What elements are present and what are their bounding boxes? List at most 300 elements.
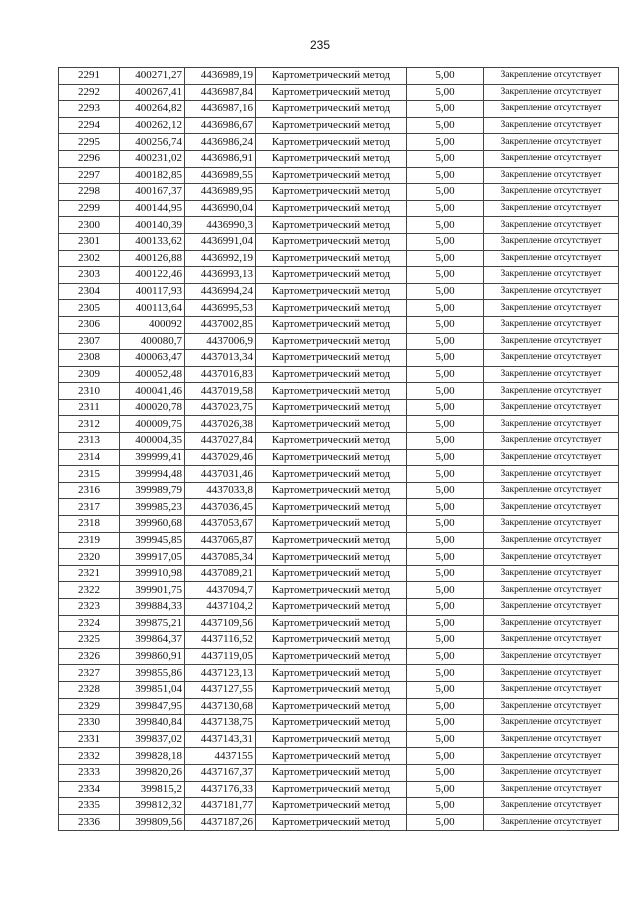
table-row <box>59 499 619 516</box>
fixation-description-cell: Закрепление отсутствует <box>484 632 619 649</box>
point-number-cell: 2313 <box>59 433 120 450</box>
point-number-cell: 2315 <box>59 466 120 483</box>
point-number-cell: 2325 <box>59 632 120 649</box>
y-coordinate-cell: 4437143,31 <box>185 731 256 748</box>
method-cell: Картометрический метод <box>256 466 407 483</box>
y-coordinate-cell: 4437023,75 <box>185 399 256 416</box>
table-row <box>59 350 619 367</box>
point-number-cell: 2316 <box>59 482 120 499</box>
point-number-cell: 2306 <box>59 316 120 333</box>
y-coordinate-cell: 4436986,91 <box>185 150 256 167</box>
fixation-description-cell: Закрепление отсутствует <box>484 715 619 732</box>
table-row <box>59 267 619 284</box>
point-number-cell: 2312 <box>59 416 120 433</box>
y-coordinate-cell: 4437026,38 <box>185 416 256 433</box>
table-row <box>59 781 619 798</box>
table-row <box>59 68 619 85</box>
fixation-description-cell: Закрепление отсутствует <box>484 267 619 284</box>
y-coordinate-cell: 4437027,84 <box>185 433 256 450</box>
point-number-cell: 2323 <box>59 599 120 616</box>
x-coordinate-cell: 400117,93 <box>120 283 185 300</box>
x-coordinate-cell: 400122,46 <box>120 267 185 284</box>
accuracy-cell: 5,00 <box>407 715 484 732</box>
accuracy-cell: 5,00 <box>407 499 484 516</box>
accuracy-cell: 5,00 <box>407 233 484 250</box>
y-coordinate-cell: 4436990,3 <box>185 217 256 234</box>
method-cell: Картометрический метод <box>256 250 407 267</box>
y-coordinate-cell: 4436986,24 <box>185 134 256 151</box>
table-row <box>59 300 619 317</box>
y-coordinate-cell: 4437127,55 <box>185 681 256 698</box>
method-cell: Картометрический метод <box>256 632 407 649</box>
table-row <box>59 681 619 698</box>
method-cell: Картометрический метод <box>256 134 407 151</box>
point-number-cell: 2296 <box>59 150 120 167</box>
point-number-cell: 2303 <box>59 267 120 284</box>
accuracy-cell: 5,00 <box>407 134 484 151</box>
x-coordinate-cell: 399999,41 <box>120 449 185 466</box>
fixation-description-cell: Закрепление отсутствует <box>484 599 619 616</box>
fixation-description-cell: Закрепление отсутствует <box>484 781 619 798</box>
method-cell: Картометрический метод <box>256 283 407 300</box>
fixation-description-cell: Закрепление отсутствует <box>484 565 619 582</box>
accuracy-cell: 5,00 <box>407 366 484 383</box>
point-number-cell: 2295 <box>59 134 120 151</box>
accuracy-cell: 5,00 <box>407 565 484 582</box>
fixation-description-cell: Закрепление отсутствует <box>484 615 619 632</box>
method-cell: Картометрический метод <box>256 681 407 698</box>
page-number: 235 <box>309 38 331 52</box>
x-coordinate-cell: 399809,56 <box>120 814 185 831</box>
method-cell: Картометрический метод <box>256 615 407 632</box>
fixation-description-cell: Закрепление отсутствует <box>484 482 619 499</box>
fixation-description-cell: Закрепление отсутствует <box>484 350 619 367</box>
table-row <box>59 283 619 300</box>
accuracy-cell: 5,00 <box>407 101 484 118</box>
table-body <box>59 68 619 831</box>
accuracy-cell: 5,00 <box>407 167 484 184</box>
accuracy-cell: 5,00 <box>407 764 484 781</box>
method-cell: Картометрический метод <box>256 233 407 250</box>
method-cell: Картометрический метод <box>256 167 407 184</box>
method-cell: Картометрический метод <box>256 798 407 815</box>
method-cell: Картометрический метод <box>256 217 407 234</box>
point-number-cell: 2310 <box>59 383 120 400</box>
fixation-description-cell: Закрепление отсутствует <box>484 316 619 333</box>
method-cell: Картометрический метод <box>256 84 407 101</box>
table-row <box>59 449 619 466</box>
y-coordinate-cell: 4437053,67 <box>185 516 256 533</box>
point-number-cell: 2322 <box>59 582 120 599</box>
table-row <box>59 516 619 533</box>
y-coordinate-cell: 4437002,85 <box>185 316 256 333</box>
fixation-description-cell: Закрепление отсутствует <box>484 814 619 831</box>
point-number-cell: 2305 <box>59 300 120 317</box>
method-cell: Картометрический метод <box>256 648 407 665</box>
fixation-description-cell: Закрепление отсутствует <box>484 101 619 118</box>
method-cell: Картометрический метод <box>256 549 407 566</box>
point-number-cell: 2293 <box>59 101 120 118</box>
fixation-description-cell: Закрепление отсутствует <box>484 300 619 317</box>
point-number-cell: 2291 <box>59 68 120 85</box>
y-coordinate-cell: 4437109,56 <box>185 615 256 632</box>
fixation-description-cell: Закрепление отсутствует <box>484 250 619 267</box>
method-cell: Картометрический метод <box>256 599 407 616</box>
x-coordinate-cell: 399994,48 <box>120 466 185 483</box>
y-coordinate-cell: 4436987,16 <box>185 101 256 118</box>
fixation-description-cell: Закрепление отсутствует <box>484 433 619 450</box>
x-coordinate-cell: 399917,05 <box>120 549 185 566</box>
table-row <box>59 715 619 732</box>
x-coordinate-cell: 400126,88 <box>120 250 185 267</box>
fixation-description-cell: Закрепление отсутствует <box>484 681 619 698</box>
y-coordinate-cell: 4437123,13 <box>185 665 256 682</box>
y-coordinate-cell: 4437029,46 <box>185 449 256 466</box>
x-coordinate-cell: 400271,27 <box>120 68 185 85</box>
method-cell: Картометрический метод <box>256 101 407 118</box>
accuracy-cell: 5,00 <box>407 449 484 466</box>
method-cell: Картометрический метод <box>256 731 407 748</box>
y-coordinate-cell: 4437065,87 <box>185 532 256 549</box>
table-row <box>59 233 619 250</box>
accuracy-cell: 5,00 <box>407 582 484 599</box>
y-coordinate-cell: 4436987,84 <box>185 84 256 101</box>
y-coordinate-cell: 4437031,46 <box>185 466 256 483</box>
method-cell: Картометрический метод <box>256 300 407 317</box>
table-row <box>59 549 619 566</box>
fixation-description-cell: Закрепление отсутствует <box>484 366 619 383</box>
point-number-cell: 2324 <box>59 615 120 632</box>
x-coordinate-cell: 399985,23 <box>120 499 185 516</box>
table-row <box>59 582 619 599</box>
method-cell: Картометрический метод <box>256 416 407 433</box>
method-cell: Картометрический метод <box>256 200 407 217</box>
accuracy-cell: 5,00 <box>407 416 484 433</box>
x-coordinate-cell: 399945,85 <box>120 532 185 549</box>
point-number-cell: 2300 <box>59 217 120 234</box>
table-row <box>59 748 619 765</box>
y-coordinate-cell: 4436993,13 <box>185 267 256 284</box>
table-row <box>59 665 619 682</box>
table-row <box>59 217 619 234</box>
table-row <box>59 134 619 151</box>
accuracy-cell: 5,00 <box>407 68 484 85</box>
method-cell: Картометрический метод <box>256 715 407 732</box>
y-coordinate-cell: 4437130,68 <box>185 698 256 715</box>
y-coordinate-cell: 4437085,34 <box>185 549 256 566</box>
method-cell: Картометрический метод <box>256 814 407 831</box>
fixation-description-cell: Закрепление отсутствует <box>484 383 619 400</box>
table-row <box>59 698 619 715</box>
y-coordinate-cell: 4437176,33 <box>185 781 256 798</box>
method-cell: Картометрический метод <box>256 482 407 499</box>
y-coordinate-cell: 4437006,9 <box>185 333 256 350</box>
point-number-cell: 2294 <box>59 117 120 134</box>
x-coordinate-cell: 400256,74 <box>120 134 185 151</box>
method-cell: Картометрический метод <box>256 333 407 350</box>
point-number-cell: 2299 <box>59 200 120 217</box>
method-cell: Картометрический метод <box>256 68 407 85</box>
table-row <box>59 101 619 118</box>
method-cell: Картометрический метод <box>256 366 407 383</box>
fixation-description-cell: Закрепление отсутствует <box>484 217 619 234</box>
accuracy-cell: 5,00 <box>407 665 484 682</box>
point-number-cell: 2311 <box>59 399 120 416</box>
accuracy-cell: 5,00 <box>407 549 484 566</box>
table-row <box>59 167 619 184</box>
table-row <box>59 482 619 499</box>
y-coordinate-cell: 4436986,67 <box>185 117 256 134</box>
y-coordinate-cell: 4436989,95 <box>185 184 256 201</box>
table-row <box>59 333 619 350</box>
table-row <box>59 731 619 748</box>
x-coordinate-cell: 400262,12 <box>120 117 185 134</box>
table-row <box>59 117 619 134</box>
accuracy-cell: 5,00 <box>407 399 484 416</box>
y-coordinate-cell: 4437036,45 <box>185 499 256 516</box>
table-row <box>59 399 619 416</box>
method-cell: Картометрический метод <box>256 565 407 582</box>
point-number-cell: 2307 <box>59 333 120 350</box>
table-row <box>59 316 619 333</box>
fixation-description-cell: Закрепление отсутствует <box>484 200 619 217</box>
point-number-cell: 2327 <box>59 665 120 682</box>
point-number-cell: 2335 <box>59 798 120 815</box>
point-number-cell: 2314 <box>59 449 120 466</box>
x-coordinate-cell: 400009,75 <box>120 416 185 433</box>
fixation-description-cell: Закрепление отсутствует <box>484 731 619 748</box>
accuracy-cell: 5,00 <box>407 482 484 499</box>
y-coordinate-cell: 4437138,75 <box>185 715 256 732</box>
point-number-cell: 2302 <box>59 250 120 267</box>
method-cell: Картометрический метод <box>256 117 407 134</box>
table-row <box>59 632 619 649</box>
y-coordinate-cell: 4436992,19 <box>185 250 256 267</box>
fixation-description-cell: Закрепление отсутствует <box>484 748 619 765</box>
accuracy-cell: 5,00 <box>407 466 484 483</box>
x-coordinate-cell: 400182,85 <box>120 167 185 184</box>
table-row <box>59 200 619 217</box>
table-row <box>59 84 619 101</box>
point-number-cell: 2334 <box>59 781 120 798</box>
method-cell: Картометрический метод <box>256 764 407 781</box>
point-number-cell: 2330 <box>59 715 120 732</box>
accuracy-cell: 5,00 <box>407 250 484 267</box>
fixation-description-cell: Закрепление отсутствует <box>484 582 619 599</box>
method-cell: Картометрический метод <box>256 316 407 333</box>
x-coordinate-cell: 400267,41 <box>120 84 185 101</box>
fixation-description-cell: Закрепление отсутствует <box>484 68 619 85</box>
y-coordinate-cell: 4437094,7 <box>185 582 256 599</box>
point-number-cell: 2321 <box>59 565 120 582</box>
method-cell: Картометрический метод <box>256 665 407 682</box>
method-cell: Картометрический метод <box>256 150 407 167</box>
y-coordinate-cell: 4437089,21 <box>185 565 256 582</box>
point-number-cell: 2336 <box>59 814 120 831</box>
x-coordinate-cell: 400041,46 <box>120 383 185 400</box>
fixation-description-cell: Закрепление отсутствует <box>484 698 619 715</box>
fixation-description-cell: Закрепление отсутствует <box>484 416 619 433</box>
point-number-cell: 2320 <box>59 549 120 566</box>
method-cell: Картометрический метод <box>256 383 407 400</box>
accuracy-cell: 5,00 <box>407 350 484 367</box>
table-row <box>59 250 619 267</box>
method-cell: Картометрический метод <box>256 748 407 765</box>
method-cell: Картометрический метод <box>256 184 407 201</box>
x-coordinate-cell: 399812,32 <box>120 798 185 815</box>
method-cell: Картометрический метод <box>256 499 407 516</box>
x-coordinate-cell: 400264,82 <box>120 101 185 118</box>
coordinates-table <box>58 67 619 831</box>
x-coordinate-cell: 399860,91 <box>120 648 185 665</box>
accuracy-cell: 5,00 <box>407 333 484 350</box>
x-coordinate-cell: 400052,48 <box>120 366 185 383</box>
x-coordinate-cell: 399828,18 <box>120 748 185 765</box>
fixation-description-cell: Закрепление отсутствует <box>484 516 619 533</box>
point-number-cell: 2331 <box>59 731 120 748</box>
y-coordinate-cell: 4437167,37 <box>185 764 256 781</box>
x-coordinate-cell: 400063,47 <box>120 350 185 367</box>
fixation-description-cell: Закрепление отсутствует <box>484 764 619 781</box>
fixation-description-cell: Закрепление отсутствует <box>484 184 619 201</box>
accuracy-cell: 5,00 <box>407 316 484 333</box>
x-coordinate-cell: 399837,02 <box>120 731 185 748</box>
x-coordinate-cell: 399815,2 <box>120 781 185 798</box>
table-row <box>59 798 619 815</box>
accuracy-cell: 5,00 <box>407 731 484 748</box>
x-coordinate-cell: 399840,84 <box>120 715 185 732</box>
table-row <box>59 764 619 781</box>
point-number-cell: 2333 <box>59 764 120 781</box>
point-number-cell: 2326 <box>59 648 120 665</box>
point-number-cell: 2318 <box>59 516 120 533</box>
accuracy-cell: 5,00 <box>407 681 484 698</box>
accuracy-cell: 5,00 <box>407 632 484 649</box>
x-coordinate-cell: 399910,98 <box>120 565 185 582</box>
point-number-cell: 2332 <box>59 748 120 765</box>
point-number-cell: 2298 <box>59 184 120 201</box>
table-row <box>59 599 619 616</box>
point-number-cell: 2301 <box>59 233 120 250</box>
table-row <box>59 466 619 483</box>
x-coordinate-cell: 400004,35 <box>120 433 185 450</box>
point-number-cell: 2329 <box>59 698 120 715</box>
fixation-description-cell: Закрепление отсутствует <box>484 150 619 167</box>
table-row <box>59 150 619 167</box>
x-coordinate-cell: 400140,39 <box>120 217 185 234</box>
x-coordinate-cell: 400231,02 <box>120 150 185 167</box>
y-coordinate-cell: 4436995,53 <box>185 300 256 317</box>
point-number-cell: 2297 <box>59 167 120 184</box>
fixation-description-cell: Закрепление отсутствует <box>484 167 619 184</box>
method-cell: Картометрический метод <box>256 532 407 549</box>
y-coordinate-cell: 4437016,83 <box>185 366 256 383</box>
method-cell: Картометрический метод <box>256 449 407 466</box>
x-coordinate-cell: 399901,75 <box>120 582 185 599</box>
accuracy-cell: 5,00 <box>407 200 484 217</box>
accuracy-cell: 5,00 <box>407 798 484 815</box>
method-cell: Картометрический метод <box>256 698 407 715</box>
point-number-cell: 2319 <box>59 532 120 549</box>
y-coordinate-cell: 4436994,24 <box>185 283 256 300</box>
fixation-description-cell: Закрепление отсутствует <box>484 665 619 682</box>
accuracy-cell: 5,00 <box>407 532 484 549</box>
x-coordinate-cell: 400080,7 <box>120 333 185 350</box>
x-coordinate-cell: 400133,62 <box>120 233 185 250</box>
x-coordinate-cell: 399820,26 <box>120 764 185 781</box>
method-cell: Картометрический метод <box>256 781 407 798</box>
table-row <box>59 814 619 831</box>
point-number-cell: 2317 <box>59 499 120 516</box>
method-cell: Картометрический метод <box>256 399 407 416</box>
fixation-description-cell: Закрепление отсутствует <box>484 466 619 483</box>
accuracy-cell: 5,00 <box>407 217 484 234</box>
x-coordinate-cell: 400092 <box>120 316 185 333</box>
method-cell: Картометрический метод <box>256 582 407 599</box>
y-coordinate-cell: 4437119,05 <box>185 648 256 665</box>
fixation-description-cell: Закрепление отсутствует <box>484 117 619 134</box>
fixation-description-cell: Закрепление отсутствует <box>484 549 619 566</box>
y-coordinate-cell: 4437019,58 <box>185 383 256 400</box>
table-row <box>59 433 619 450</box>
y-coordinate-cell: 4436991,04 <box>185 233 256 250</box>
y-coordinate-cell: 4437155 <box>185 748 256 765</box>
accuracy-cell: 5,00 <box>407 433 484 450</box>
x-coordinate-cell: 399960,68 <box>120 516 185 533</box>
x-coordinate-cell: 399875,21 <box>120 615 185 632</box>
accuracy-cell: 5,00 <box>407 748 484 765</box>
accuracy-cell: 5,00 <box>407 84 484 101</box>
x-coordinate-cell: 399851,04 <box>120 681 185 698</box>
x-coordinate-cell: 399989,79 <box>120 482 185 499</box>
table-row <box>59 615 619 632</box>
fixation-description-cell: Закрепление отсутствует <box>484 233 619 250</box>
method-cell: Картометрический метод <box>256 516 407 533</box>
table-row <box>59 383 619 400</box>
x-coordinate-cell: 400144,95 <box>120 200 185 217</box>
y-coordinate-cell: 4437013,34 <box>185 350 256 367</box>
method-cell: Картометрический метод <box>256 267 407 284</box>
accuracy-cell: 5,00 <box>407 615 484 632</box>
table-row <box>59 366 619 383</box>
x-coordinate-cell: 399884,33 <box>120 599 185 616</box>
accuracy-cell: 5,00 <box>407 300 484 317</box>
table-row <box>59 565 619 582</box>
point-number-cell: 2328 <box>59 681 120 698</box>
y-coordinate-cell: 4437033,8 <box>185 482 256 499</box>
accuracy-cell: 5,00 <box>407 150 484 167</box>
table-row <box>59 416 619 433</box>
y-coordinate-cell: 4436989,19 <box>185 68 256 85</box>
fixation-description-cell: Закрепление отсутствует <box>484 648 619 665</box>
method-cell: Картометрический метод <box>256 350 407 367</box>
point-number-cell: 2309 <box>59 366 120 383</box>
x-coordinate-cell: 400020,78 <box>120 399 185 416</box>
fixation-description-cell: Закрепление отсутствует <box>484 499 619 516</box>
x-coordinate-cell: 399864,37 <box>120 632 185 649</box>
accuracy-cell: 5,00 <box>407 383 484 400</box>
fixation-description-cell: Закрепление отсутствует <box>484 532 619 549</box>
method-cell: Картометрический метод <box>256 433 407 450</box>
y-coordinate-cell: 4437187,26 <box>185 814 256 831</box>
accuracy-cell: 5,00 <box>407 267 484 284</box>
x-coordinate-cell: 399847,95 <box>120 698 185 715</box>
y-coordinate-cell: 4437104,2 <box>185 599 256 616</box>
table-row <box>59 648 619 665</box>
x-coordinate-cell: 400167,37 <box>120 184 185 201</box>
x-coordinate-cell: 400113,64 <box>120 300 185 317</box>
fixation-description-cell: Закрепление отсутствует <box>484 798 619 815</box>
